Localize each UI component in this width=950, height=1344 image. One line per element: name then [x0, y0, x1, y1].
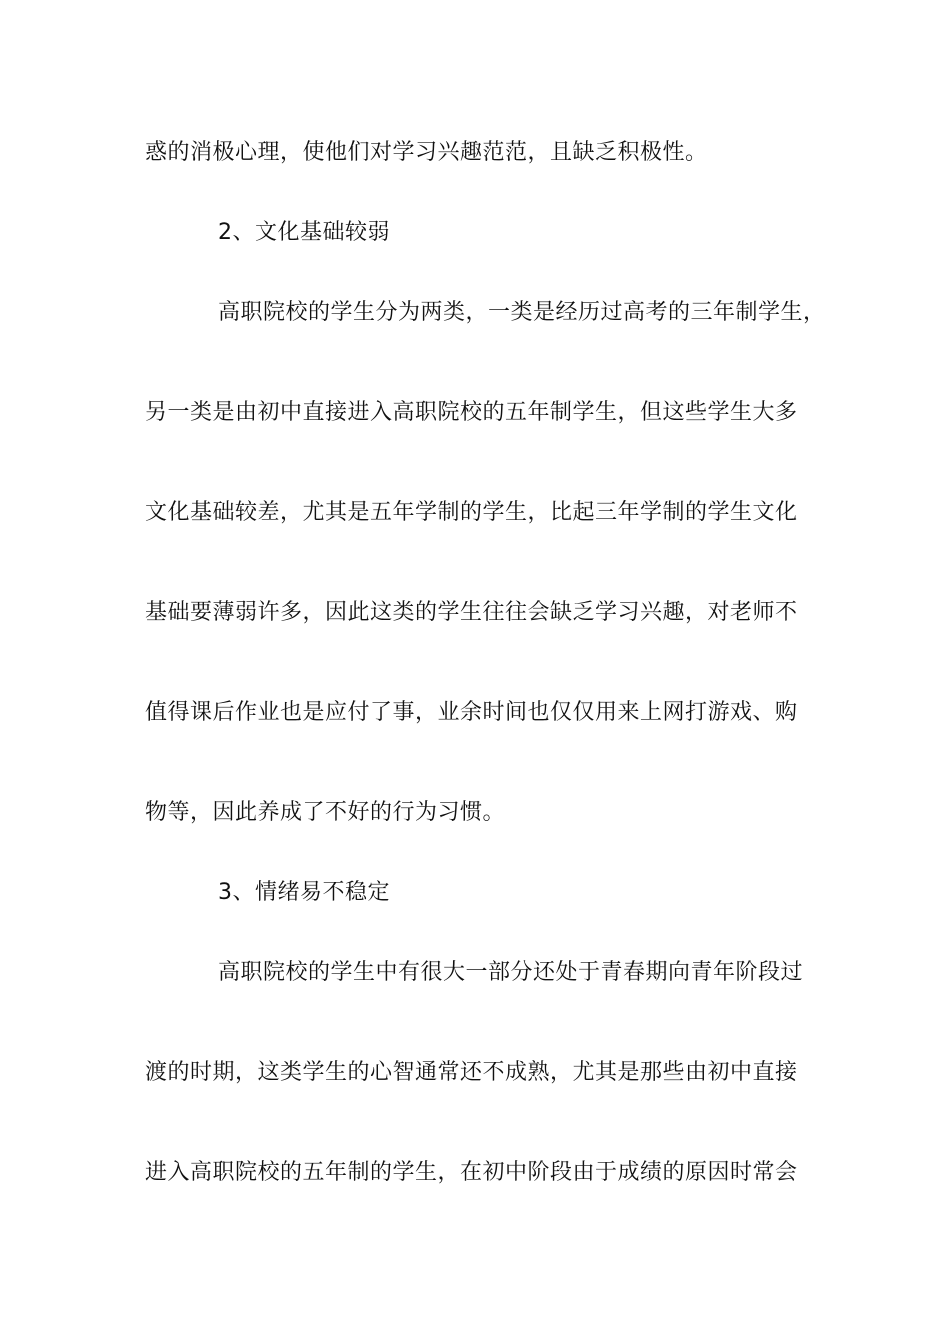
paragraph-line: 文化基础较差，尤其是五年学制的学生，比起三年学制的学生文化 — [145, 500, 798, 525]
paragraph-line: 物等，因此养成了不好的行为习惯。 — [145, 800, 506, 825]
paragraph-line: 基础要薄弱许多，因此这类的学生往往会缺乏学习兴趣，对老师不 — [145, 600, 798, 625]
section-heading-3: 3、情绪易不稳定 — [218, 880, 390, 905]
section-heading-2: 2、文化基础较弱 — [218, 220, 390, 245]
paragraph-line: 进入高职院校的五年制的学生，在初中阶段由于成绩的原因时常会 — [145, 1160, 798, 1185]
paragraph-line: 高职院校的学生分为两类，一类是经历过高考的三年制学生， — [218, 300, 826, 325]
paragraph-line: 高职院校的学生中有很大一部分还处于青春期向青年阶段过 — [218, 960, 804, 985]
paragraph-line: 另一类是由初中直接进入高职院校的五年制学生，但这些学生大多 — [145, 400, 798, 425]
paragraph-line: 渡的时期，这类学生的心智通常还不成熟，尤其是那些由初中直接 — [145, 1060, 798, 1085]
paragraph-continuation-line: 惑的消极心理，使他们对学习兴趣范范，且缺乏积极性。 — [145, 140, 708, 165]
paragraph-line: 值得课后作业也是应付了事，业余时间也仅仅用来上网打游戏、购 — [145, 700, 798, 725]
